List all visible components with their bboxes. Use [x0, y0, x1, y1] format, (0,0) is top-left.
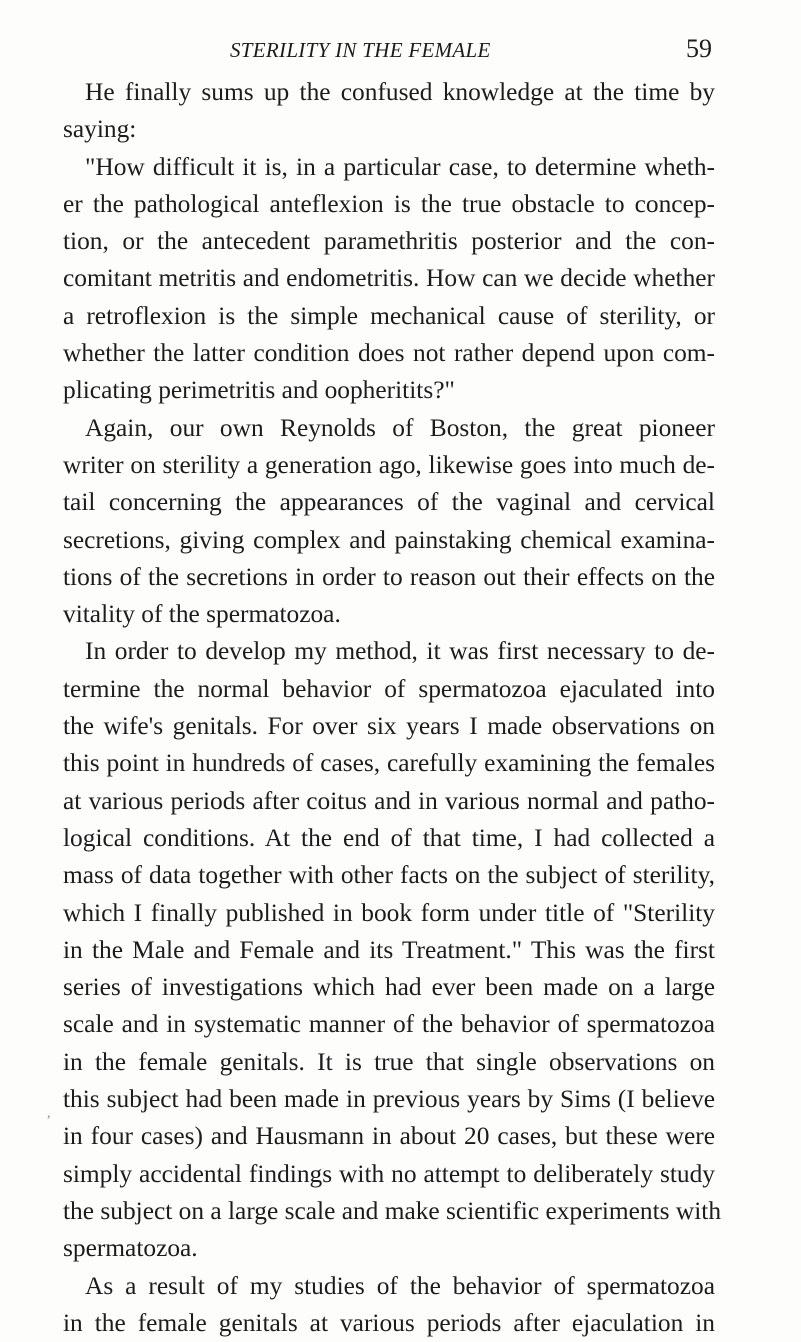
text-line: in the Male and Female and its Treatment." This was the first: [63, 932, 715, 969]
paragraph: [63, 633, 715, 1267]
text-line: whether the latter condition does not rather depend upon com-: [63, 335, 715, 372]
text-line: er the pathological anteflexion is the true obstacle to concep-: [63, 186, 715, 223]
text-line: the subject on a large scale and make scientific experiments with: [63, 1193, 715, 1230]
text-line: spermatozoa.: [63, 1230, 715, 1267]
running-head: STERILITY IN THE FEMALE: [230, 38, 491, 63]
text-line: In order to develop my method, it was first necessary to de-: [63, 633, 715, 670]
text-line: scale and in systematic manner of the behavior of spermatozoa: [63, 1006, 715, 1043]
paragraph: [63, 74, 715, 149]
text-line: "How difficult it is, in a particular case, to determine wheth-: [63, 149, 715, 186]
text-line: termine the normal behavior of spermatozoa ejaculated into: [63, 671, 715, 708]
text-line: writer on sterility a generation ago, likewise goes into much de-: [63, 447, 715, 484]
text-line: this subject had been made in previous years by Sims (I believe: [63, 1081, 715, 1118]
text-line: tail concerning the appearances of the vaginal and cervical: [63, 484, 715, 521]
text-line: mass of data together with other facts on the subject of sterility,: [63, 857, 715, 894]
text-line: tions of the secretions in order to reason out their effects on the: [63, 559, 715, 596]
page-number: 59: [686, 34, 712, 64]
page-header: [0, 32, 801, 72]
text-line: in the female genitals. It is true that single observations on: [63, 1044, 715, 1081]
body-text: [63, 74, 715, 1342]
margin-mark: ,: [47, 1106, 51, 1122]
text-line: this point in hundreds of cases, carefully examining the females: [63, 745, 715, 782]
text-line: logical conditions. At the end of that time, I had collected a: [63, 820, 715, 857]
text-line: comitant metritis and endometritis. How can we decide whether: [63, 260, 715, 297]
text-line: As a result of my studies of the behavior of spermatozoa: [63, 1268, 715, 1305]
text-line: a retroflexion is the simple mechanical cause of sterility, or: [63, 298, 715, 335]
text-line: vitality of the spermatozoa.: [63, 596, 715, 633]
text-line: plicating perimetritis and oopheritits?": [63, 372, 715, 409]
text-line: simply accidental findings with no attempt to deliberately study: [63, 1156, 715, 1193]
text-line: secretions, giving complex and painstaking chemical examina-: [63, 522, 715, 559]
text-line: the wife's genitals. For over six years I made observations on: [63, 708, 715, 745]
paragraph: [63, 1268, 715, 1342]
text-line: in the female genitals at various periods after ejaculation in: [63, 1305, 715, 1342]
text-line: Again, our own Reynolds of Boston, the great pioneer: [63, 410, 715, 447]
paragraph: [63, 149, 715, 410]
text-line: in four cases) and Hausmann in about 20 cases, but these were: [63, 1118, 715, 1155]
text-line: tion, or the antecedent paramethritis posterior and the con-: [63, 223, 715, 260]
text-line: He finally sums up the confused knowledge at the time by: [63, 74, 715, 111]
text-line: which I finally published in book form under title of "Sterility: [63, 895, 715, 932]
text-line: saying:: [63, 111, 715, 148]
paragraph: [63, 410, 715, 634]
text-line: at various periods after coitus and in various normal and patho-: [63, 783, 715, 820]
text-line: series of investigations which had ever been made on a large: [63, 969, 715, 1006]
